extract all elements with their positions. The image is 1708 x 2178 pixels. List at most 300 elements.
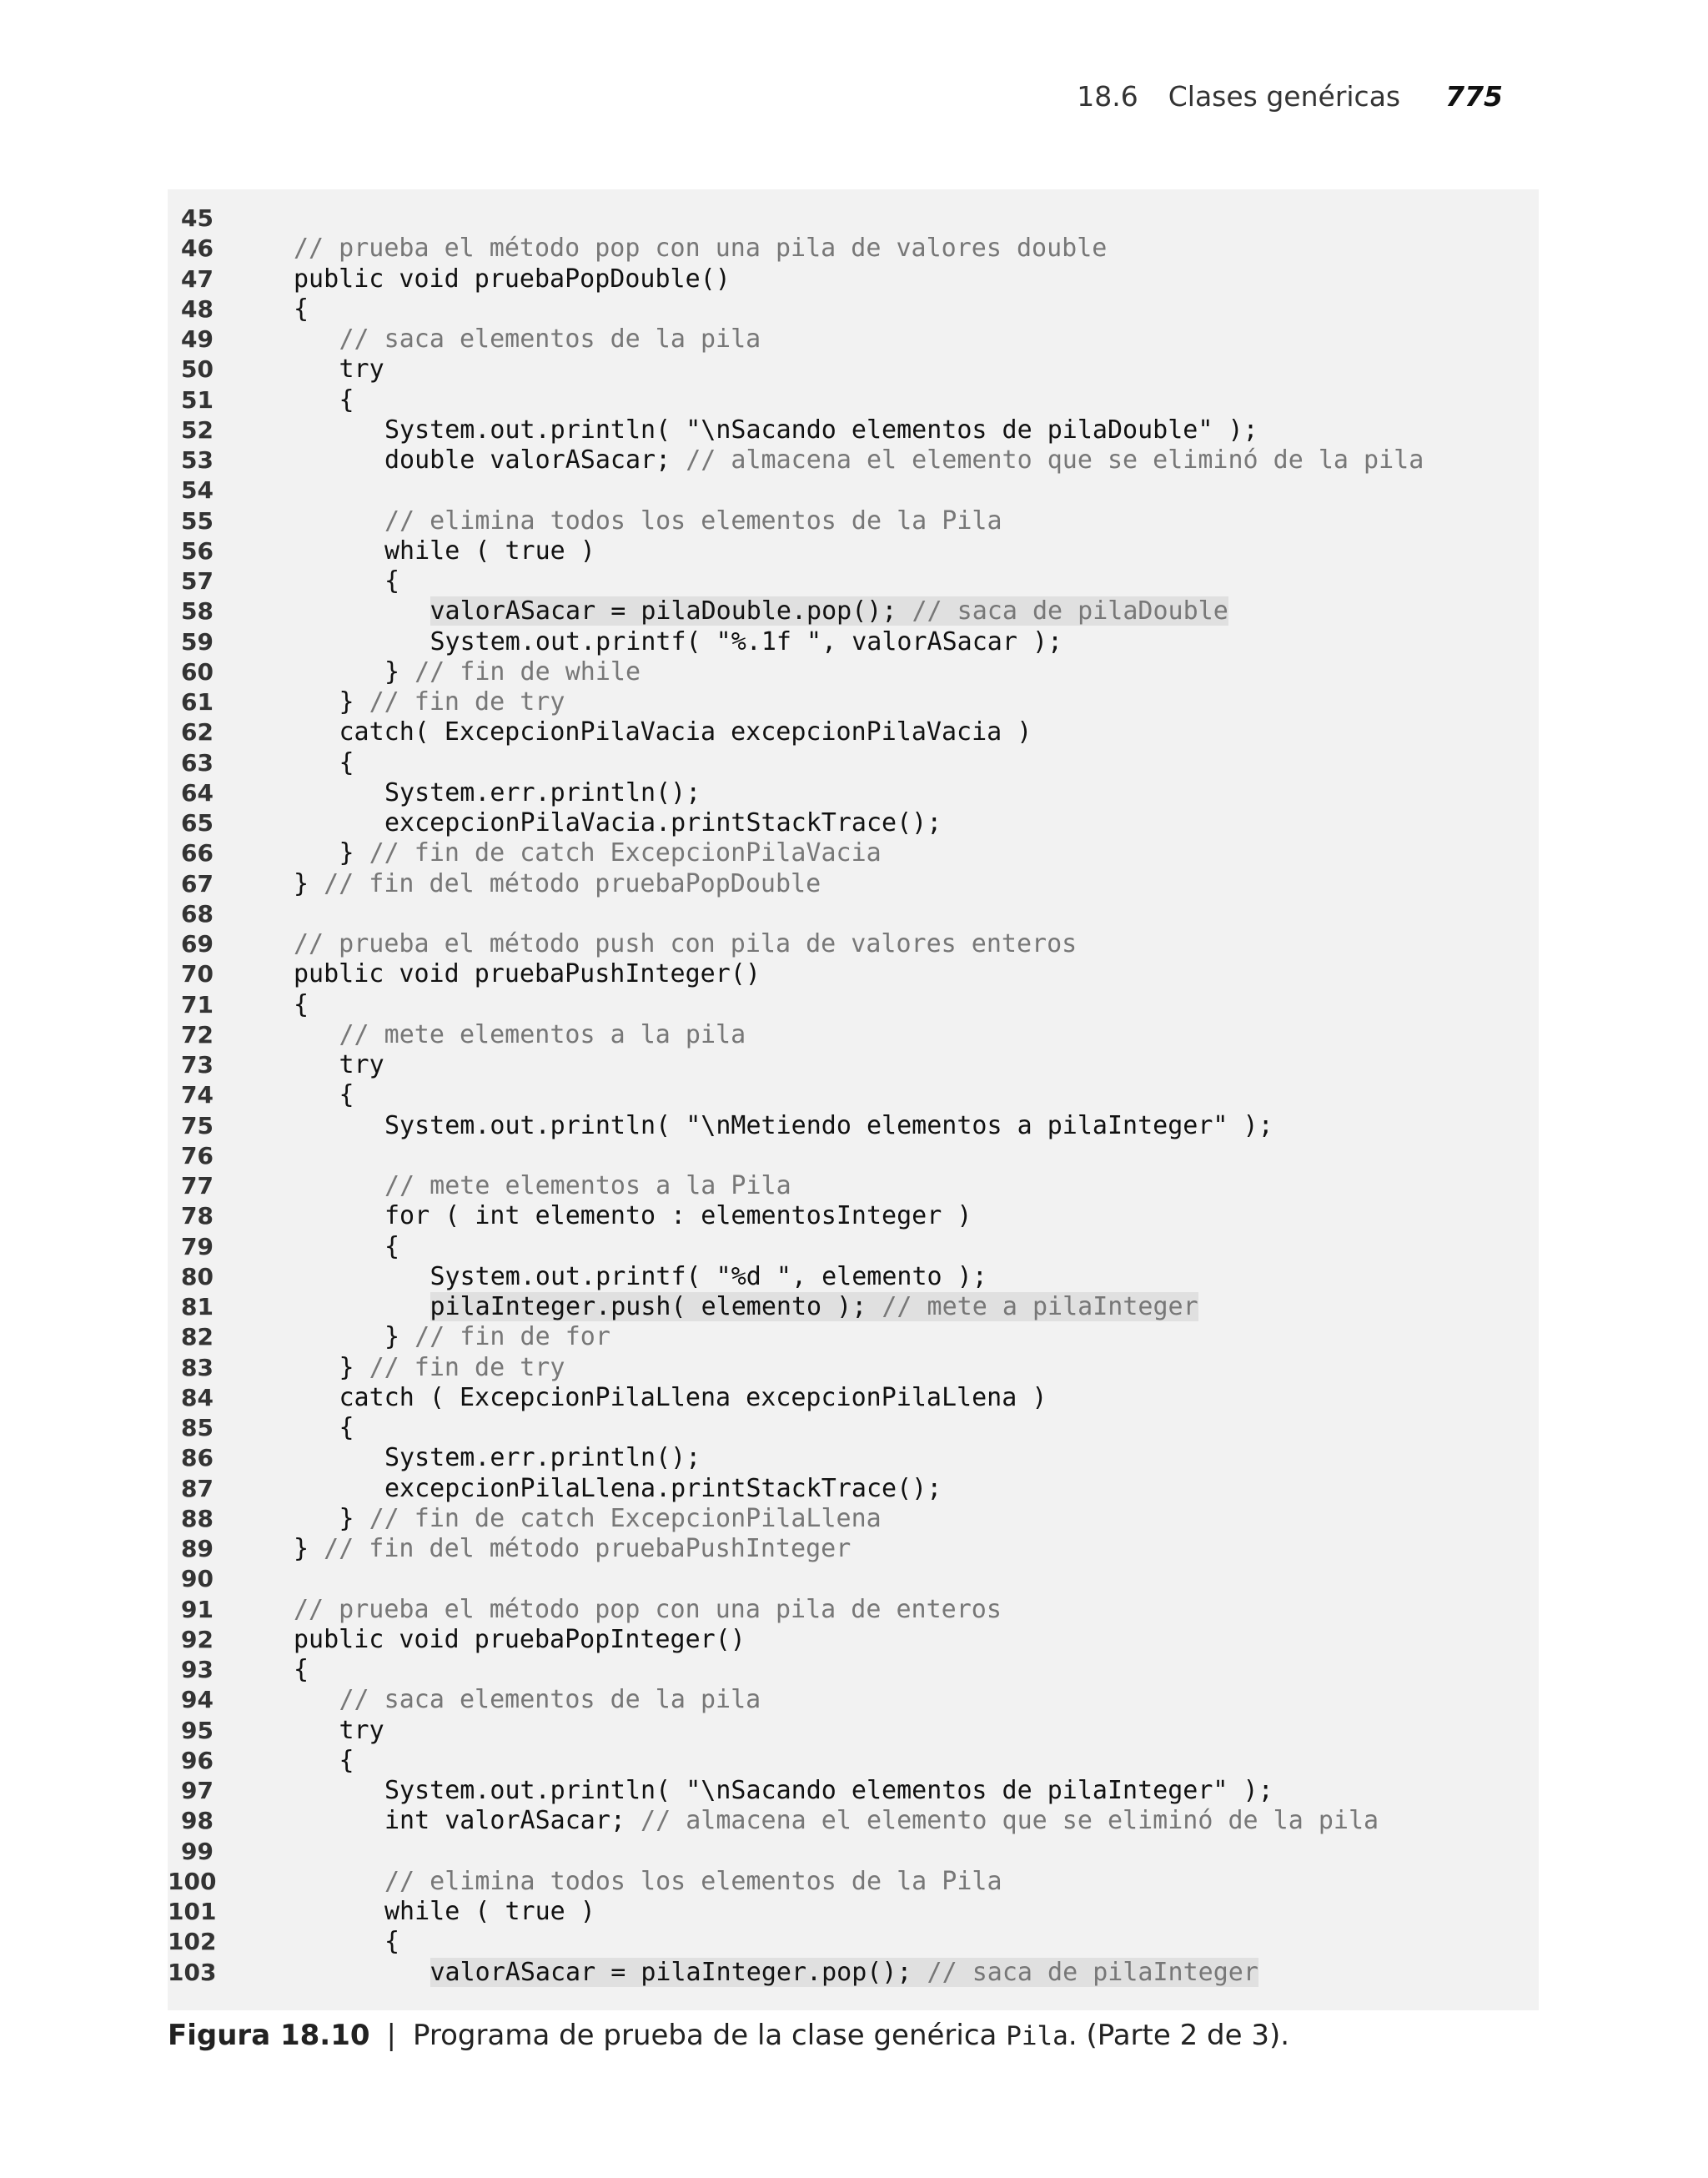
code-text bbox=[339, 1383, 1047, 1413]
statement bbox=[294, 294, 309, 324]
code-text bbox=[339, 1050, 384, 1080]
statement bbox=[384, 1776, 1273, 1805]
code-segment: excepcionPilaVacia.printStackTrace(); bbox=[384, 808, 942, 837]
code-segment: try bbox=[339, 1050, 384, 1079]
code-text bbox=[384, 1171, 791, 1201]
code-line bbox=[168, 717, 1539, 747]
code-text bbox=[339, 385, 354, 415]
code-line bbox=[168, 1837, 1539, 1867]
code-comment: // mete elementos a la pila bbox=[339, 1019, 746, 1049]
statement bbox=[384, 808, 942, 837]
line-number: 100 bbox=[168, 1867, 217, 1895]
code-line bbox=[168, 1292, 1539, 1322]
code-line bbox=[168, 1383, 1539, 1413]
code-text bbox=[384, 1232, 399, 1262]
code-segment: System.out.println( "\nSacando elementos de pilaInteger" ); bbox=[384, 1776, 1273, 1805]
code-comment: // fin de while bbox=[414, 656, 641, 687]
code-line bbox=[168, 748, 1539, 778]
code-segment: { bbox=[384, 566, 400, 596]
code-segment: while ( true ) bbox=[384, 536, 595, 566]
line-number: 57 bbox=[181, 567, 214, 595]
code-comment: // mete elementos a la Pila bbox=[384, 1171, 791, 1200]
line-number: 95 bbox=[181, 1716, 214, 1744]
code-text bbox=[294, 264, 731, 294]
line-number: 83 bbox=[181, 1353, 214, 1381]
code-segment: System.err.println(); bbox=[384, 1443, 701, 1473]
code-line bbox=[168, 1595, 1539, 1625]
code-line bbox=[168, 1716, 1539, 1746]
statement bbox=[339, 1746, 354, 1775]
line-number: 94 bbox=[181, 1686, 214, 1714]
line-number: 64 bbox=[181, 778, 214, 807]
code-segment: } bbox=[294, 1534, 324, 1563]
code-listing bbox=[168, 189, 1539, 2010]
statement bbox=[384, 536, 595, 566]
code-line bbox=[168, 838, 1539, 868]
code-text bbox=[384, 506, 1002, 536]
statement bbox=[430, 1262, 987, 1291]
statement bbox=[294, 1655, 309, 1684]
line-number: 51 bbox=[181, 385, 214, 414]
code-text bbox=[384, 1111, 1273, 1141]
statement bbox=[294, 990, 309, 1019]
code-segment: System.out.printf( "%.1f ", valorASacar ); bbox=[430, 626, 1063, 656]
line-number: 45 bbox=[181, 204, 214, 232]
line-number: 47 bbox=[181, 264, 214, 293]
code-segment: { bbox=[384, 1231, 400, 1261]
line-number: 54 bbox=[181, 476, 214, 505]
code-text bbox=[384, 415, 1258, 445]
code-text bbox=[430, 627, 1063, 657]
code-segment: } bbox=[384, 656, 415, 687]
code-text bbox=[384, 1776, 1273, 1806]
code-line bbox=[168, 1050, 1539, 1080]
code-segment: { bbox=[384, 1927, 400, 1957]
statement bbox=[384, 1232, 399, 1261]
code-line bbox=[168, 778, 1539, 808]
code-comment: // almacena el elemento que se eliminó de la pila bbox=[640, 1806, 1379, 1836]
code-segment: } bbox=[339, 687, 369, 717]
line-number: 75 bbox=[181, 1111, 214, 1139]
code-comment: // prueba el método pop con una pila de valores double bbox=[294, 234, 1108, 264]
code-line bbox=[168, 929, 1539, 959]
code-line bbox=[168, 1171, 1539, 1201]
code-segment: System.out.printf( "%d ", elemento ); bbox=[430, 1261, 987, 1291]
line-number: 96 bbox=[181, 1746, 214, 1774]
statement bbox=[384, 1201, 972, 1230]
code-comment: // saca elementos de la pila bbox=[339, 324, 761, 354]
statement bbox=[339, 385, 354, 415]
statement bbox=[339, 1685, 761, 1714]
line-number: 86 bbox=[181, 1444, 214, 1472]
line-number: 98 bbox=[181, 1807, 214, 1835]
code-line bbox=[168, 959, 1539, 989]
line-number: 81 bbox=[181, 1293, 214, 1320]
line-number: 97 bbox=[181, 1777, 214, 1804]
code-text bbox=[339, 355, 384, 385]
caption-code-term: Pila bbox=[1006, 2021, 1068, 2051]
code-segment: valorASacar = pilaDouble.pop(); bbox=[430, 596, 912, 626]
statement bbox=[430, 627, 1063, 656]
code-comment: // elimina todos los elementos de la Pila bbox=[384, 1866, 1002, 1896]
code-line bbox=[168, 475, 1539, 506]
code-comment: // almacena el elemento que se eliminó de la pila bbox=[686, 445, 1424, 475]
line-number: 67 bbox=[181, 869, 214, 898]
code-comment: // prueba el método pop con una pila de enteros bbox=[294, 1594, 1002, 1624]
statement bbox=[384, 657, 640, 687]
statement bbox=[294, 1595, 1002, 1624]
line-number: 65 bbox=[181, 809, 214, 837]
line-number: 70 bbox=[181, 960, 214, 988]
code-line bbox=[168, 627, 1539, 657]
code-line bbox=[168, 1080, 1539, 1110]
line-number: 46 bbox=[181, 234, 214, 263]
code-segment: } bbox=[384, 1322, 415, 1352]
statement bbox=[294, 959, 761, 988]
code-text bbox=[339, 1080, 354, 1110]
code-text bbox=[339, 1716, 384, 1746]
line-number: 61 bbox=[181, 688, 214, 716]
statement bbox=[339, 748, 354, 777]
code-line bbox=[168, 1201, 1539, 1231]
code-line bbox=[168, 1141, 1539, 1171]
code-segment: System.out.println( "\nSacando elementos de pilaDouble" ); bbox=[384, 415, 1258, 445]
code-comment: // saca de pilaDouble bbox=[912, 596, 1228, 626]
code-line bbox=[168, 1746, 1539, 1776]
statement bbox=[339, 1716, 384, 1745]
code-text bbox=[384, 566, 399, 596]
line-number: 80 bbox=[181, 1262, 214, 1290]
code-text bbox=[294, 959, 761, 989]
statement bbox=[339, 1383, 1047, 1412]
code-comment: // fin de try bbox=[369, 1352, 565, 1382]
code-line bbox=[168, 1262, 1539, 1292]
code-comment: // fin de catch ExcepcionPilaVacia bbox=[369, 838, 882, 868]
code-line bbox=[168, 1111, 1539, 1141]
code-line bbox=[168, 415, 1539, 445]
code-text bbox=[384, 1927, 399, 1957]
statement bbox=[384, 1867, 1002, 1896]
caption-text-after: . (Parte 2 de 3). bbox=[1068, 2019, 1290, 2052]
line-number: 76 bbox=[181, 1141, 214, 1169]
running-head bbox=[1077, 80, 1503, 113]
figure-caption bbox=[168, 2019, 1289, 2052]
statement bbox=[384, 1111, 1273, 1140]
code-line bbox=[168, 869, 1539, 899]
line-number: 103 bbox=[168, 1958, 217, 1986]
code-text bbox=[294, 1534, 851, 1564]
code-segment: { bbox=[339, 1413, 354, 1442]
section-number: 18.6 bbox=[1077, 80, 1138, 113]
statement bbox=[339, 687, 565, 717]
code-segment: } bbox=[294, 868, 324, 898]
code-text bbox=[384, 657, 640, 687]
highlighted-statement bbox=[430, 596, 1228, 626]
statement bbox=[339, 1050, 384, 1079]
code-comment: // fin de try bbox=[369, 687, 565, 717]
code-line bbox=[168, 1867, 1539, 1897]
code-line bbox=[168, 566, 1539, 596]
code-text bbox=[384, 1443, 701, 1473]
code-text bbox=[339, 1685, 761, 1715]
code-comment: // saca de pilaInteger bbox=[927, 1957, 1258, 1987]
line-number: 92 bbox=[181, 1625, 214, 1653]
code-text bbox=[294, 869, 821, 899]
code-comment: // fin del método pruebaPushInteger bbox=[324, 1534, 851, 1563]
statement bbox=[339, 1020, 746, 1049]
statement bbox=[339, 1413, 354, 1442]
code-text bbox=[430, 1292, 1198, 1322]
code-line bbox=[168, 1443, 1539, 1473]
statement bbox=[294, 234, 1107, 263]
statement bbox=[339, 324, 761, 354]
code-text bbox=[384, 1201, 972, 1231]
code-line bbox=[168, 264, 1539, 294]
highlighted-statement bbox=[430, 1958, 1258, 1987]
code-line bbox=[168, 1232, 1539, 1262]
line-number: 90 bbox=[181, 1565, 214, 1593]
code-text bbox=[384, 1897, 595, 1927]
code-segment: System.out.println( "\nMetiendo elementos a pilaInteger" ); bbox=[384, 1110, 1273, 1140]
statement bbox=[339, 717, 1032, 747]
code-segment: excepcionPilaLlena.printStackTrace(); bbox=[384, 1473, 942, 1503]
line-number: 72 bbox=[181, 1020, 214, 1049]
code-line bbox=[168, 1897, 1539, 1927]
code-line bbox=[168, 1504, 1539, 1534]
code-line bbox=[168, 1685, 1539, 1715]
figure-label: Figura 18.10 bbox=[168, 2019, 370, 2052]
code-line bbox=[168, 1776, 1539, 1806]
line-number: 102 bbox=[168, 1928, 217, 1956]
code-comment: // saca elementos de la pila bbox=[339, 1685, 761, 1715]
line-number: 59 bbox=[181, 627, 214, 656]
code-line bbox=[168, 687, 1539, 717]
statement bbox=[384, 1806, 1379, 1835]
statement bbox=[339, 1080, 354, 1109]
line-number: 74 bbox=[181, 1081, 214, 1109]
line-number: 77 bbox=[181, 1172, 214, 1200]
line-number: 69 bbox=[181, 930, 214, 958]
code-text bbox=[384, 1806, 1379, 1836]
statement bbox=[339, 838, 882, 868]
line-number: 93 bbox=[181, 1656, 214, 1683]
line-number: 66 bbox=[181, 839, 214, 868]
code-segment: try bbox=[339, 355, 384, 385]
code-segment: } bbox=[339, 838, 369, 868]
code-segment: while ( true ) bbox=[384, 1897, 595, 1926]
code-line bbox=[168, 1655, 1539, 1685]
caption-separator: | bbox=[386, 2019, 396, 2052]
code-segment: { bbox=[339, 1080, 354, 1110]
code-line bbox=[168, 385, 1539, 415]
line-number: 88 bbox=[181, 1504, 214, 1532]
code-segment: catch( ExcepcionPilaVacia excepcionPilaVacia ) bbox=[339, 717, 1032, 747]
line-number: 49 bbox=[181, 325, 214, 353]
line-number: 73 bbox=[181, 1051, 214, 1079]
code-comment: // prueba el método push con pila de valores enteros bbox=[294, 929, 1078, 958]
code-segment: catch ( ExcepcionPilaLlena excepcionPilaLlena ) bbox=[339, 1382, 1047, 1412]
code-text bbox=[430, 1262, 987, 1292]
code-text bbox=[294, 294, 309, 324]
code-segment: { bbox=[339, 1745, 354, 1775]
code-text bbox=[294, 234, 1107, 264]
code-text bbox=[384, 536, 595, 566]
code-text bbox=[384, 808, 942, 838]
statement bbox=[384, 778, 701, 807]
code-line bbox=[168, 1413, 1539, 1443]
code-text bbox=[339, 838, 882, 868]
code-text bbox=[294, 990, 309, 1020]
code-segment: } bbox=[339, 1503, 369, 1533]
code-text bbox=[294, 1625, 746, 1655]
code-line bbox=[168, 1958, 1539, 1988]
statement bbox=[384, 566, 399, 596]
code-segment: { bbox=[294, 1655, 309, 1684]
code-comment: // fin de for bbox=[414, 1322, 610, 1352]
code-line bbox=[168, 1353, 1539, 1383]
code-line bbox=[168, 536, 1539, 566]
code-text bbox=[294, 1595, 1002, 1625]
page-number: 775 bbox=[1445, 80, 1503, 113]
code-segment: public void pruebaPopDouble() bbox=[294, 264, 731, 294]
code-text bbox=[294, 929, 1077, 959]
line-number: 99 bbox=[181, 1837, 214, 1865]
code-segment: valorASacar = pilaInteger.pop(); bbox=[430, 1957, 927, 1987]
code-line bbox=[168, 1020, 1539, 1050]
line-number: 52 bbox=[181, 415, 214, 444]
highlighted-statement bbox=[430, 1292, 1198, 1321]
caption-text-before: Programa de prueba de la clase genérica bbox=[412, 2019, 1007, 2052]
code-segment: { bbox=[339, 747, 354, 777]
code-line bbox=[168, 445, 1539, 475]
code-line bbox=[168, 1474, 1539, 1504]
line-number: 101 bbox=[168, 1898, 217, 1925]
code-line bbox=[168, 204, 1539, 234]
code-comment: // fin de catch ExcepcionPilaLlena bbox=[369, 1503, 882, 1533]
line-number: 89 bbox=[181, 1535, 214, 1562]
statement bbox=[339, 1504, 882, 1533]
code-comment: // mete a pilaInteger bbox=[882, 1292, 1198, 1321]
code-text bbox=[339, 748, 354, 778]
code-text bbox=[384, 778, 701, 808]
code-segment: for ( int elemento : elementosInteger ) bbox=[384, 1201, 972, 1231]
code-text bbox=[384, 1474, 942, 1504]
line-number: 82 bbox=[181, 1323, 214, 1351]
statement bbox=[384, 1474, 942, 1503]
code-line bbox=[168, 294, 1539, 324]
code-segment: try bbox=[339, 1715, 384, 1745]
code-line bbox=[168, 506, 1539, 536]
statement bbox=[294, 1534, 851, 1563]
code-line bbox=[168, 808, 1539, 838]
line-number: 56 bbox=[181, 536, 214, 565]
statement bbox=[339, 355, 384, 384]
code-text bbox=[339, 687, 565, 717]
line-number: 58 bbox=[181, 597, 214, 626]
code-segment: { bbox=[294, 294, 309, 324]
code-segment: pilaInteger.push( elemento ); bbox=[430, 1292, 882, 1321]
statement bbox=[384, 1171, 791, 1200]
code-text bbox=[384, 1322, 610, 1352]
statement bbox=[384, 415, 1258, 445]
statement bbox=[384, 445, 1424, 475]
code-line bbox=[168, 1806, 1539, 1836]
code-segment: System.err.println(); bbox=[384, 777, 701, 807]
statement bbox=[339, 1353, 565, 1382]
code-segment: { bbox=[294, 989, 309, 1019]
statement bbox=[294, 264, 731, 294]
statement bbox=[384, 1443, 701, 1472]
code-segment: public void pruebaPushInteger() bbox=[294, 959, 761, 989]
line-number: 87 bbox=[181, 1474, 214, 1502]
code-line bbox=[168, 324, 1539, 355]
code-text bbox=[430, 596, 1228, 626]
code-text bbox=[339, 717, 1032, 747]
code-line bbox=[168, 355, 1539, 385]
code-line bbox=[168, 899, 1539, 929]
code-text bbox=[339, 1020, 746, 1050]
code-line bbox=[168, 1625, 1539, 1655]
statement bbox=[384, 506, 1002, 536]
line-number: 68 bbox=[181, 899, 214, 928]
line-number: 63 bbox=[181, 748, 214, 777]
code-segment: } bbox=[339, 1352, 369, 1382]
line-number: 91 bbox=[181, 1595, 214, 1623]
code-comment: // fin del método pruebaPopDouble bbox=[324, 868, 821, 898]
line-number: 85 bbox=[181, 1414, 214, 1441]
statement bbox=[384, 1897, 595, 1926]
code-text bbox=[339, 1504, 882, 1534]
code-text bbox=[294, 1655, 309, 1685]
code-comment: // elimina todos los elementos de la Pila bbox=[384, 506, 1002, 536]
section-title: Clases genéricas bbox=[1168, 80, 1401, 113]
line-number: 50 bbox=[181, 355, 214, 384]
code-text bbox=[384, 1867, 1002, 1897]
code-segment: { bbox=[339, 385, 354, 415]
code-text bbox=[339, 1353, 565, 1383]
code-line bbox=[168, 1927, 1539, 1957]
code-segment: public void pruebaPopInteger() bbox=[294, 1624, 746, 1654]
line-number: 53 bbox=[181, 446, 214, 474]
code-line bbox=[168, 596, 1539, 626]
code-line bbox=[168, 1322, 1539, 1352]
line-number: 60 bbox=[181, 657, 214, 686]
code-text bbox=[339, 1413, 354, 1443]
code-segment: int valorASacar; bbox=[384, 1806, 641, 1836]
code-text bbox=[384, 445, 1424, 475]
line-number: 78 bbox=[181, 1202, 214, 1230]
code-text bbox=[339, 1746, 354, 1776]
statement bbox=[384, 1927, 399, 1956]
line-number: 55 bbox=[181, 506, 214, 535]
code-line bbox=[168, 657, 1539, 687]
code-text bbox=[430, 1958, 1258, 1988]
code-line bbox=[168, 234, 1539, 264]
code-line bbox=[168, 1564, 1539, 1594]
line-number: 62 bbox=[181, 718, 214, 747]
code-segment: double valorASacar; bbox=[384, 445, 686, 475]
statement bbox=[294, 929, 1077, 958]
line-number: 84 bbox=[181, 1383, 214, 1411]
line-number: 48 bbox=[181, 294, 214, 323]
statement bbox=[384, 1322, 610, 1351]
line-number: 71 bbox=[181, 990, 214, 1019]
line-number: 79 bbox=[181, 1232, 214, 1260]
code-text bbox=[339, 324, 761, 355]
code-line bbox=[168, 990, 1539, 1020]
code-line bbox=[168, 1534, 1539, 1564]
statement bbox=[294, 869, 821, 898]
